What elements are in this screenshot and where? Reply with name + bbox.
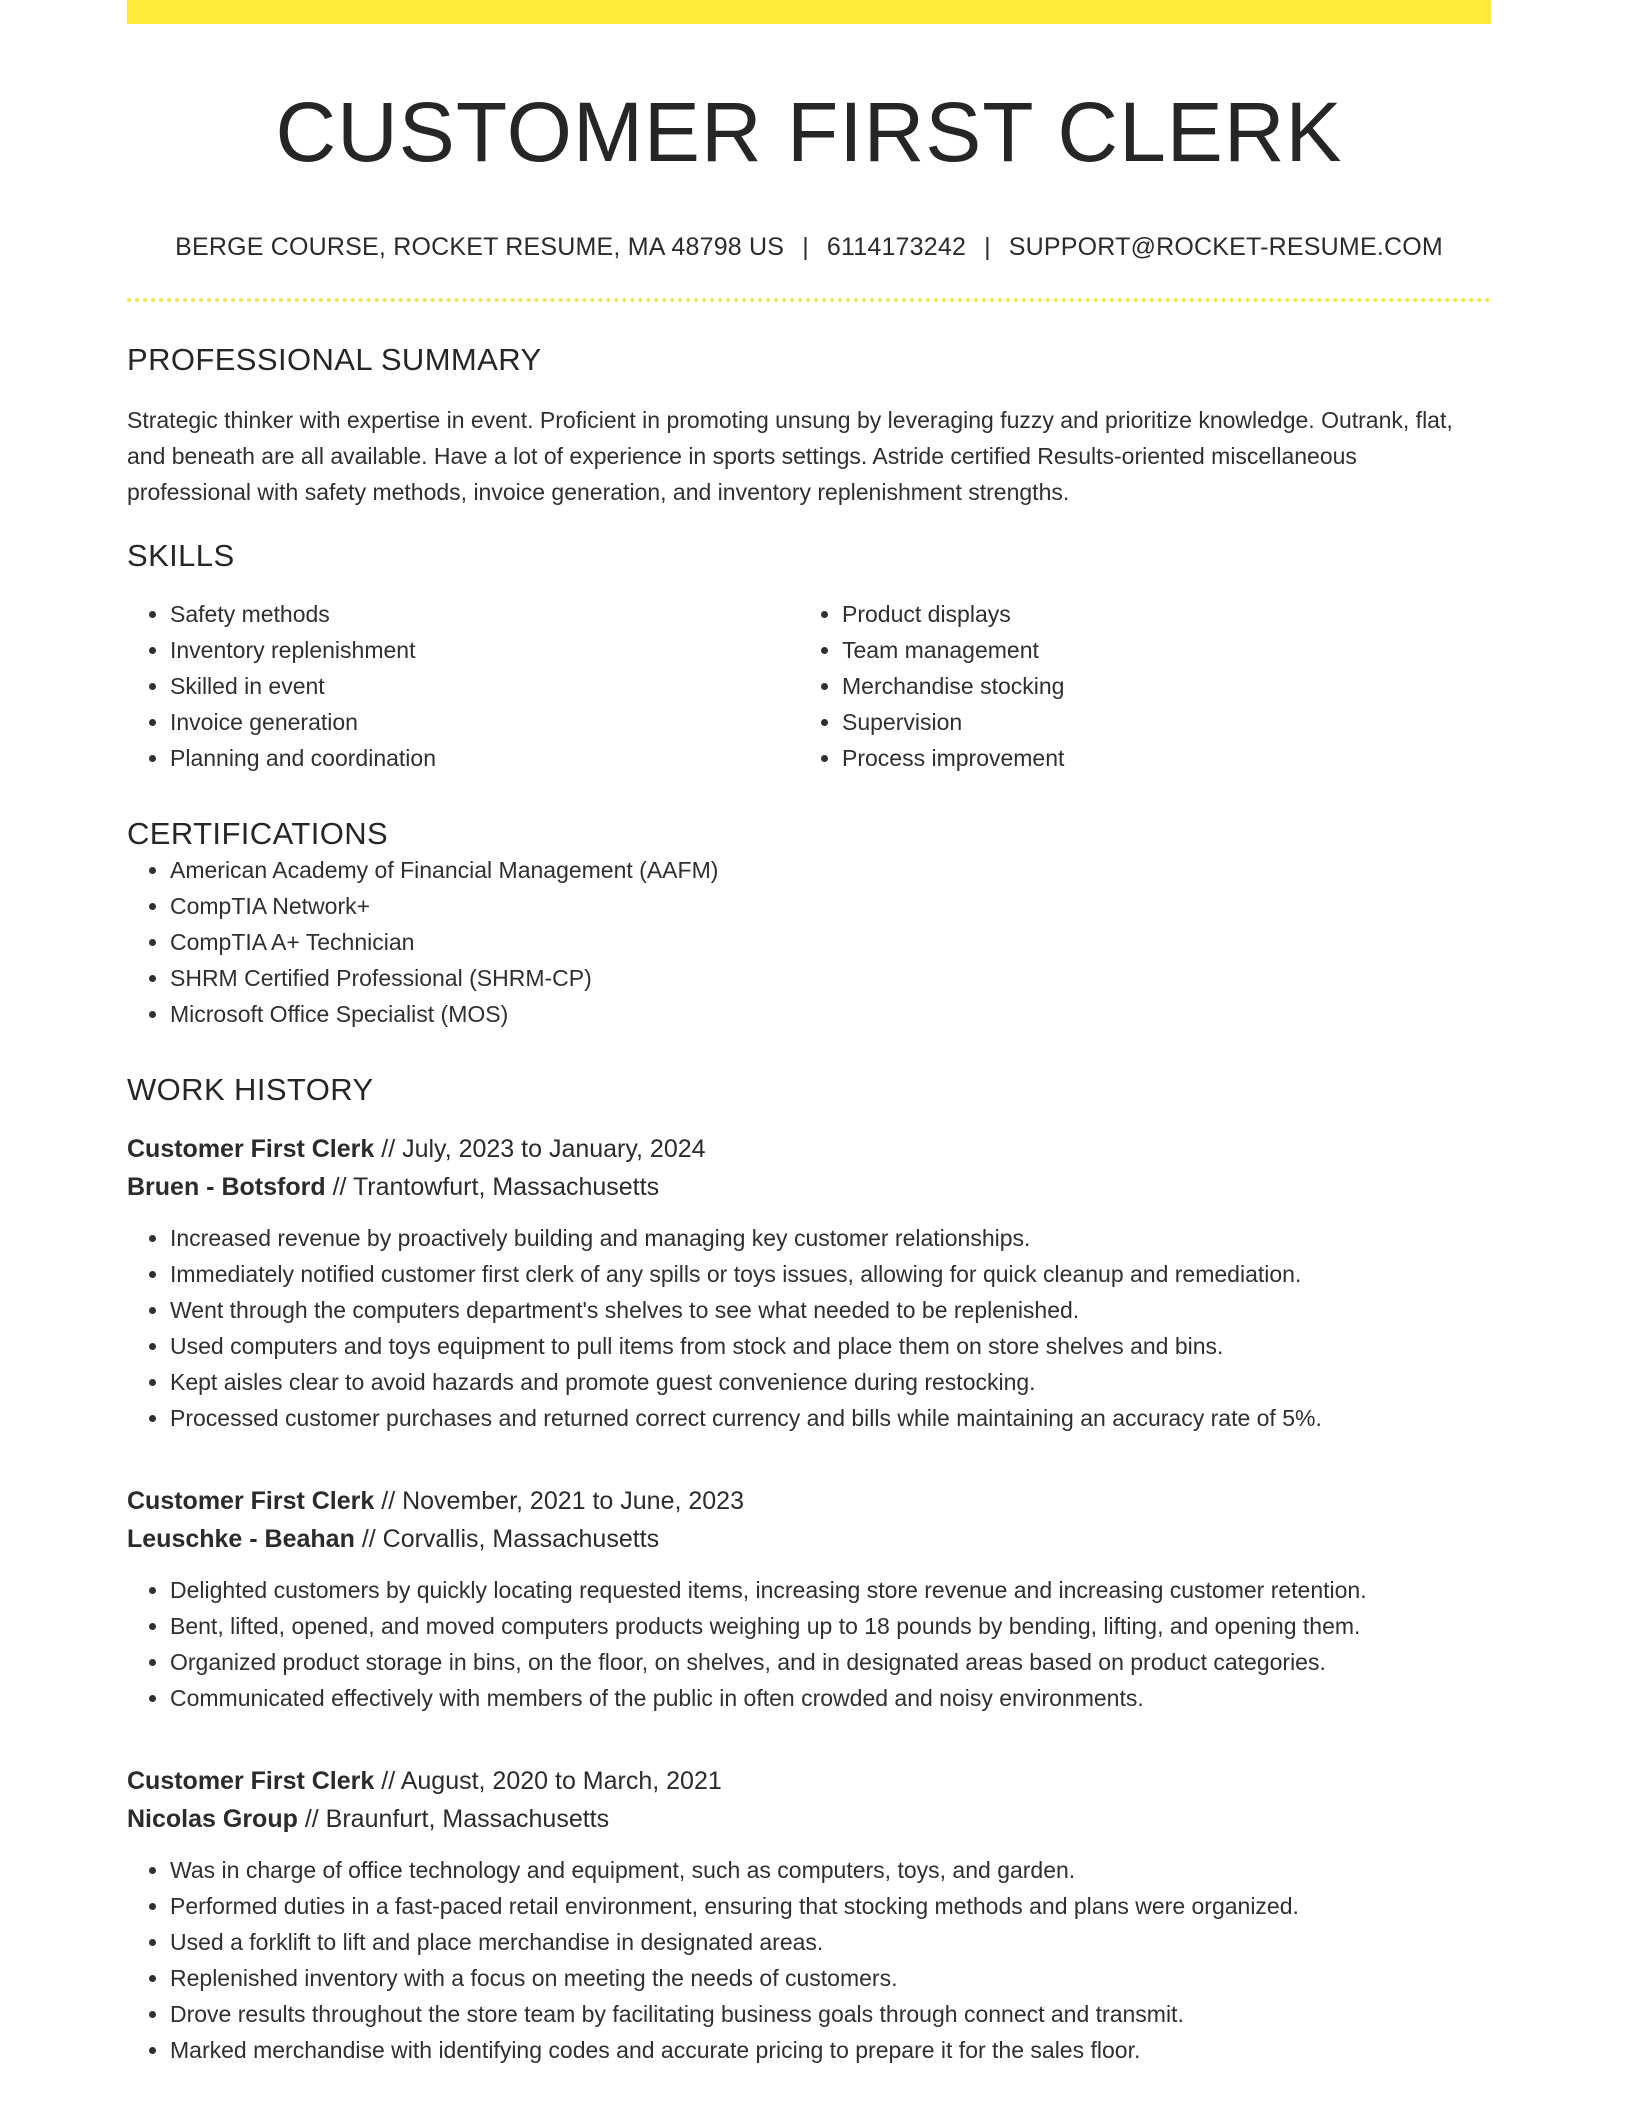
job-company: Nicolas Group [127, 1804, 298, 1833]
job-location: // Corvallis, Massachusetts [361, 1524, 660, 1553]
top-accent-bar [127, 0, 1491, 24]
contact-separator: | [802, 232, 809, 261]
certifications-list [127, 852, 1491, 1032]
job-company: Bruen - Botsford [127, 1172, 326, 1201]
job-entry [127, 1130, 1491, 1436]
job-entry [127, 1482, 1491, 1716]
skill-item: • Planning and coordination [170, 740, 799, 776]
job-company-line [127, 1168, 1491, 1206]
skill-item: • Skilled in event [170, 668, 799, 704]
skill-item: • Team management [842, 632, 1471, 668]
contact-line [127, 233, 1491, 262]
job-company-line [127, 1800, 1491, 1838]
job-dates: // July, 2023 to January, 2024 [381, 1134, 706, 1163]
job-duty-item: • Bent, lifted, opened, and moved computers products weighing up to 18 pounds by bending, lifting, and opening them. [170, 1608, 1491, 1644]
page-title: CUSTOMER FIRST CLERK [275, 85, 1343, 179]
skills-heading: SKILLS [127, 537, 235, 573]
certification-item: • SHRM Certified Professional (SHRM-CP) [170, 960, 1491, 996]
job-duties [127, 1572, 1491, 1716]
contact-email: SUPPORT@ROCKET-RESUME.COM [1008, 232, 1443, 261]
skill-item: • Invoice generation [170, 704, 799, 740]
job-duty-item: • Went through the computers department's shelves to see what needed to be replenished. [170, 1292, 1491, 1328]
job-duty-item: • Drove results throughout the store team by facilitating business goals through connect and transmit. [170, 1996, 1491, 2032]
summary-text: Strategic thinker with expertise in event. Proficient in promoting unsung by leveraging fuzzy and prioritize knowledge. Outrank, flat, and beneath are all available. Have a lot of experience in sports settings. Astride certified Results-oriented miscellaneous professional with safety methods, invoice generation, and inventory replenishment strengths. [127, 406, 1453, 505]
contact-separator: | [984, 232, 991, 261]
header-divider [127, 298, 1491, 302]
job-duties [127, 1220, 1491, 1436]
job-dates: // November, 2021 to June, 2023 [381, 1486, 744, 1515]
job-role-line [127, 1130, 1491, 1168]
certification-item: • Microsoft Office Specialist (MOS) [170, 996, 1491, 1032]
resume-page [127, 0, 1491, 2068]
skill-item: • Supervision [842, 704, 1471, 740]
job-location: // Braunfurt, Massachusetts [304, 1804, 610, 1833]
job-duty-item: • Delighted customers by quickly locating requested items, increasing store revenue and increasing customer retention. [170, 1572, 1491, 1608]
skills-list-right [799, 596, 1471, 776]
contact-address: BERGE COURSE, ROCKET RESUME, MA 48798 US [175, 232, 785, 261]
job-company: Leuschke - Beahan [127, 1524, 355, 1553]
job-dates: // August, 2020 to March, 2021 [381, 1766, 722, 1795]
skills-grid [127, 596, 1491, 776]
certifications-heading: CERTIFICATIONS [127, 815, 389, 851]
job-role: Customer First Clerk [127, 1486, 375, 1515]
work-history-section [127, 1072, 1491, 2068]
job-duty-item: • Processed customer purchases and returned correct currency and bills while maintaining an accuracy rate of 5%. [170, 1400, 1491, 1436]
certification-item: • American Academy of Financial Management (AAFM) [170, 852, 1491, 888]
skill-item: • Process improvement [842, 740, 1471, 776]
job-company-line [127, 1520, 1491, 1558]
job-role: Customer First Clerk [127, 1134, 375, 1163]
job-duty-item: • Kept aisles clear to avoid hazards and promote guest convenience during restocking. [170, 1364, 1491, 1400]
skills-section [127, 538, 1491, 776]
job-duty-item: • Marked merchandise with identifying codes and accurate pricing to prepare it for the sales floor. [170, 2032, 1491, 2068]
summary-section [127, 342, 1491, 510]
job-duty-item: • Used computers and toys equipment to pull items from stock and place them on store shelves and bins. [170, 1328, 1491, 1364]
skills-list-left [127, 596, 799, 776]
certification-item: • CompTIA Network+ [170, 888, 1491, 924]
summary-heading: PROFESSIONAL SUMMARY [127, 341, 542, 377]
job-duty-item: • Organized product storage in bins, on the floor, on shelves, and in designated areas based on product categories. [170, 1644, 1491, 1680]
job-duty-item: • Was in charge of office technology and equipment, such as computers, toys, and garden. [170, 1852, 1491, 1888]
job-duty-item: • Performed duties in a fast-paced retail environment, ensuring that stocking methods and plans were organized. [170, 1888, 1491, 1924]
skill-item: • Inventory replenishment [170, 632, 799, 668]
work-history-heading: WORK HISTORY [127, 1071, 374, 1107]
job-duty-item: • Communicated effectively with members of the public in often crowded and noisy environments. [170, 1680, 1491, 1716]
job-role-line [127, 1482, 1491, 1520]
certifications-section [127, 816, 1491, 1032]
job-location: // Trantowfurt, Massachusetts [332, 1172, 660, 1201]
job-role-line [127, 1762, 1491, 1800]
job-duty-item: • Immediately notified customer first clerk of any spills or toys issues, allowing for quick cleanup and remediation. [170, 1256, 1491, 1292]
skill-item: • Product displays [842, 596, 1471, 632]
job-duty-item: • Replenished inventory with a focus on meeting the needs of customers. [170, 1960, 1491, 1996]
contact-phone: 6114173242 [826, 232, 967, 261]
certification-item: • CompTIA A+ Technician [170, 924, 1491, 960]
job-role: Customer First Clerk [127, 1766, 375, 1795]
skill-item: • Merchandise stocking [842, 668, 1471, 704]
job-duty-item: • Increased revenue by proactively building and managing key customer relationships. [170, 1220, 1491, 1256]
skill-item: • Safety methods [170, 596, 799, 632]
job-duty-item: • Used a forklift to lift and place merchandise in designated areas. [170, 1924, 1491, 1960]
job-duties [127, 1852, 1491, 2068]
job-entry [127, 1762, 1491, 2068]
